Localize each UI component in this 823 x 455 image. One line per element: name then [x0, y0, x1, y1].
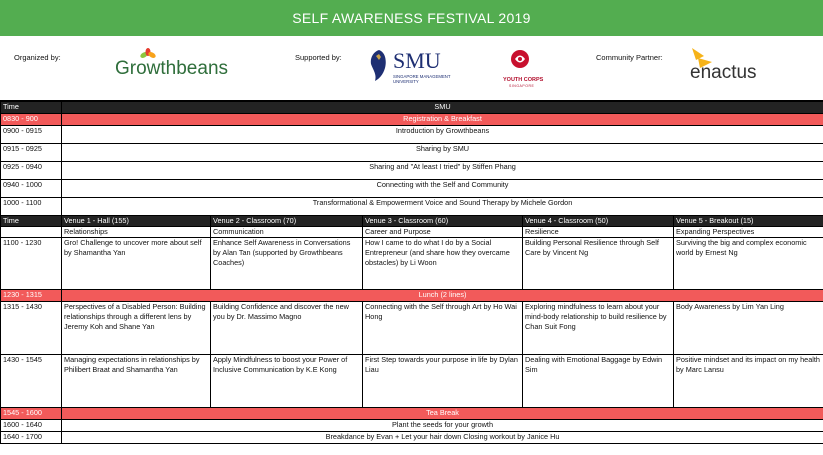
- schedule-row: [1, 114, 823, 126]
- schedule-row: [1, 144, 823, 162]
- session-cell: Gro! Challenge to uncover more about self by Shamantha Yan: [62, 238, 211, 290]
- schedule-row: [1, 198, 823, 216]
- venue-theme: Resilience: [523, 227, 674, 238]
- row-time: 0915 - 0925: [1, 144, 62, 162]
- smu-header-row: [1, 102, 823, 114]
- blank-cell: [1, 227, 62, 238]
- venue-name: Venue 4 - Classroom (50): [523, 216, 674, 227]
- row-event: Lunch (2 lines): [62, 290, 823, 302]
- row-event: Connecting with the Self and Community: [62, 180, 823, 198]
- venue-name: Venue 1 - Hall (155): [62, 216, 211, 227]
- row-event: Registration & Breakfast: [62, 114, 823, 126]
- supported-label: Supported by:: [295, 53, 342, 62]
- page-title: SELF AWARENESS FESTIVAL 2019: [0, 0, 823, 36]
- smu-subtitle: SINGAPORE MANAGEMENT UNIVERSITY: [393, 74, 451, 84]
- session-cell: Connecting with the Self through Art by Ho Wai Hong: [363, 302, 523, 355]
- row-event: Transformational & Empowerment Voice and Sound Therapy by Michele Gordon: [62, 198, 823, 216]
- schedule-row: [1, 420, 823, 432]
- session-cell: Building Personal Resilience through Self Care by Vincent Ng: [523, 238, 674, 290]
- session-cell: Perspectives of a Disabled Person: Building relationships through a different lens by Jeremy Koh and Shane Yan: [62, 302, 211, 355]
- venue-theme-row: [1, 227, 823, 238]
- lunch-row: [1, 290, 823, 302]
- schedule-row: [1, 126, 823, 144]
- session-cell: How I came to do what I do by a Social Entrepreneur (and share how they overcame obstacles) by Li Woon: [363, 238, 523, 290]
- time-header: Time: [1, 102, 62, 114]
- session-row: [1, 302, 823, 355]
- sponsor-logos: [0, 36, 823, 101]
- organized-label: Organized by:: [14, 53, 61, 62]
- row-time: 0925 - 0940: [1, 162, 62, 180]
- row-time: 1100 - 1230: [1, 238, 62, 290]
- row-event: Sharing by SMU: [62, 144, 823, 162]
- session-cell: Positive mindset and its impact on my health by Marc Lansu: [674, 355, 823, 408]
- session-cell: Apply Mindfulness to boost your Power of Inclusive Communication by K.E Kong: [211, 355, 363, 408]
- venue-name: Venue 2 - Classroom (70): [211, 216, 363, 227]
- venue-theme: Communication: [211, 227, 363, 238]
- youth-corps-emblem-icon: [510, 49, 530, 75]
- session-cell: Dealing with Emotional Baggage by Edwin Sim: [523, 355, 674, 408]
- schedule-row: [1, 432, 823, 444]
- smu-header: SMU: [62, 102, 823, 114]
- row-time: 1230 - 1315: [1, 290, 62, 302]
- smu-logo: SMU: [393, 48, 441, 73]
- enactus-logo: enactus: [690, 62, 757, 83]
- row-time: 1600 - 1640: [1, 420, 62, 432]
- row-event: Plant the seeds for your growth: [62, 420, 823, 432]
- row-time: 0940 - 1000: [1, 180, 62, 198]
- row-event: Tea Break: [62, 408, 823, 420]
- row-time: 1545 - 1600: [1, 408, 62, 420]
- tea-row: [1, 408, 823, 420]
- session-row: [1, 355, 823, 408]
- growthbeans-logo: Growthbeans: [115, 58, 229, 79]
- time-header: Time: [1, 216, 62, 227]
- venue-name: Venue 3 - Classroom (60): [363, 216, 523, 227]
- row-time: 1315 - 1430: [1, 302, 62, 355]
- session-cell: Surviving the big and complex economic world by Ernest Ng: [674, 238, 823, 290]
- schedule-table: [0, 101, 823, 444]
- schedule-row: [1, 162, 823, 180]
- row-time: 1000 - 1100: [1, 198, 62, 216]
- venue-theme: Expanding Perspectives: [674, 227, 823, 238]
- row-time: 0830 - 900: [1, 114, 62, 126]
- smu-lion-icon: [369, 48, 389, 82]
- venue-theme: Career and Purpose: [363, 227, 523, 238]
- venue-name: Venue 5 - Breakout (15): [674, 216, 823, 227]
- session-cell: First Step towards your purpose in life by Dylan Liau: [363, 355, 523, 408]
- session-cell: Exploring mindfulness to learn about your mind-body relationship to build resilience by Chan Suit Fong: [523, 302, 674, 355]
- row-event: Breakdance by Evan + Let your hair down Closing workout by Janice Hu: [62, 432, 823, 444]
- venue-header-row: [1, 216, 823, 227]
- youth-corps-subtitle: SINGAPORE: [509, 84, 535, 88]
- session-cell: Building Confidence and discover the new you by Dr. Massimo Magno: [211, 302, 363, 355]
- row-event: Introduction by Growthbeans: [62, 126, 823, 144]
- row-time: 0900 - 0915: [1, 126, 62, 144]
- row-time: 1430 - 1545: [1, 355, 62, 408]
- youth-corps-logo: YOUTH CORPS: [503, 77, 544, 83]
- session-cell: Managing expectations in relationships by Philibert Braat and Shamantha Yan: [62, 355, 211, 408]
- session-cell: Enhance Self Awareness in Conversations by Alan Tan (supported by Growthbeans Coaches): [211, 238, 363, 290]
- session-row: [1, 238, 823, 290]
- venue-theme: Relationships: [62, 227, 211, 238]
- session-cell: Body Awareness by Lim Yan Ling: [674, 302, 823, 355]
- schedule-row: [1, 180, 823, 198]
- partner-label: Community Partner:: [596, 53, 663, 62]
- row-time: 1640 - 1700: [1, 432, 62, 444]
- row-event: Sharing and "At least I tried" by Stiffen Phang: [62, 162, 823, 180]
